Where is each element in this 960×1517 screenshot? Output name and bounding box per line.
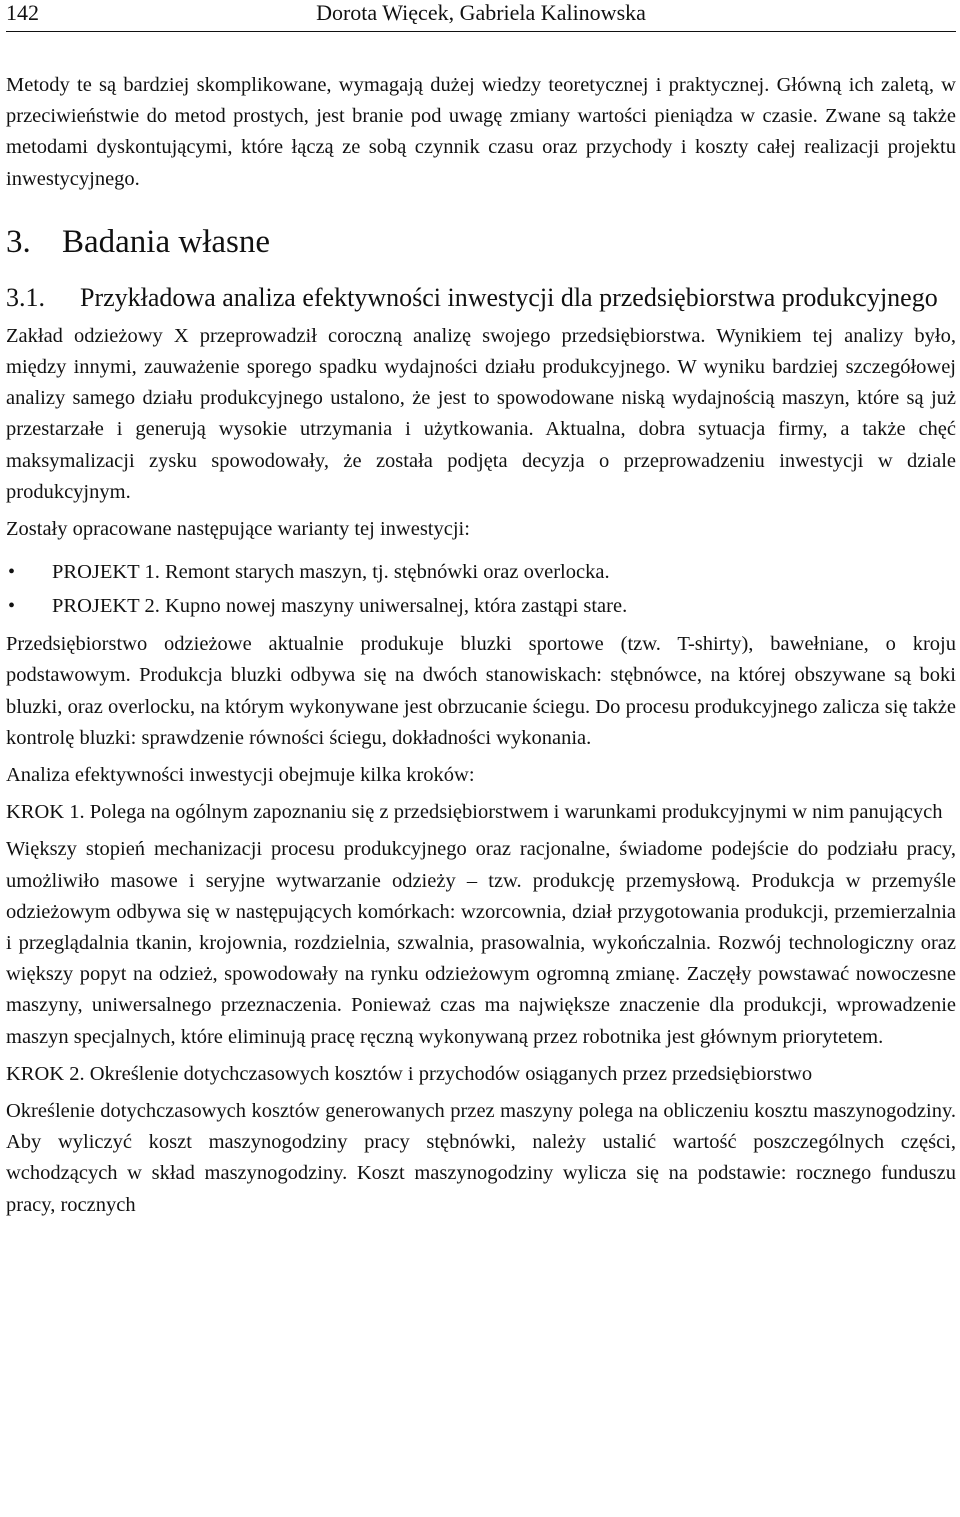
- paragraph-krok-1: KROK 1. Polega na ogólnym zapoznaniu się z przedsiębiorstwem i warunkami produkcyjnymi w nim panujących: [6, 801, 943, 824]
- subsection-title: Przykładowa analiza efektywności inwestycji dla przedsiębiorstwa produkcyjnego: [80, 282, 938, 312]
- paragraph-variants-intro: Zostały opracowane następujące warianty tej inwestycji:: [6, 518, 470, 541]
- project-1-text: PROJEKT 1. Remont starych maszyn, tj. stębnówki oraz overlocka.: [52, 561, 610, 584]
- page-body: [6, 70, 956, 1221]
- paragraph-production: Przedsiębiorstwo odzieżowe aktualnie produkuje bluzki sportowe (tzw. T-shirty), bawełniane, o kroju podstawowym. Produkcja bluzki odbywa się na dwóch stanowiskach: stębnówce, na której obszywane są boki bluzki, oraz overlocku, na którym wykonywane jest obrzucanie ściegu. Do procesu produkcyjnego zalicza się także kontrolę bluzki: sprawdzenie równości ściegu, dokładności wykonania.: [6, 633, 956, 749]
- subsection-heading: [6, 280, 956, 315]
- list-item: [6, 589, 956, 623]
- paragraph-analysis: Zakład odzieżowy X przeprowadził coroczną analizę swojego przedsiębiorstwa. Wynikiem tej analizy było, między innymi, zauważenie sporego spadku wydajności działu produkcyjnego. W wyniku bardziej szczegółowej analizy samego działu produkcyjnego ustalono, że jest to spowodowane niską wydajnością maszyn, które są już przestarzałe i generują wysokie utrzymania i użytkowania. Aktualna, dobra sytuacja firmy, a także chęć maksymalizacji zysku spowodowały, że została podjęta decyzja o przeprowadzeniu inwestycji w dziale produkcyjnym.: [6, 324, 956, 503]
- intro-paragraph: Metody te są bardziej skomplikowane, wymagają dużej wiedzy teoretycznej i praktycznej. Główną ich zaletą, w przeciwieństwie do metod prostych, jest branie pod uwagę zmiany wartości pieniądza w czasie. Zwane są także metodami dyskontującymi, które łączą ze sobą czynnik czasu oraz przychody i koszty całej realizacji projektu inwestycyjnego.: [6, 74, 956, 190]
- page-number: 142: [6, 0, 39, 25]
- subsection-number: 3.1.: [6, 282, 45, 312]
- paragraph-costs: Określenie dotychczasowych kosztów generowanych przez maszyny polega na obliczeniu kosztu maszynogodziny. Aby wyliczyć koszt maszynogodziny pracy stębnówki, należy ustalić wartość poszczególnych części, wchodzących w skład maszynogodziny. Koszt maszynogodziny wylicza się na podstawie: rocznego funduszu pracy, rocznych: [6, 1100, 956, 1216]
- section-heading: [6, 222, 956, 262]
- running-header: [6, 0, 956, 32]
- bullet-icon: •: [8, 561, 16, 584]
- paragraph-krok-2: KROK 2. Określenie dotychczasowych kosztów i przychodów osiąganych przez przedsiębiorstwo: [6, 1062, 813, 1085]
- list-item: [6, 555, 956, 589]
- paragraph-mechanization: Większy stopień mechanizacji procesu produkcyjnego oraz racjonalne, świadome podejście do podziału pracy, umożliwiło masowe i seryjne wytwarzanie odzieży – tzw. produkcję przemysłową. Produkcja w przemyśle odzieżowym odbywa się w następujących komórkach: wzorcownia, dział przygotowania produkcji, przemierzalnia i przeglądalnia tkanin, krojownia, rozdzielnia, szwalnia, prasowalnia, wykończalnia. Rozwój technologiczny oraz większy popyt na odzież, spowodowały na rynku odzieżowym ogromną zmianę. Zaczęły powstawać nowoczesne maszyny, uniwersalnego przeznaczenia. Ponieważ czas ma największe znaczenie dla produkcji, wprowadzenie maszyn specjalnych, które eliminują pracę ręczną wykonywaną przez robotnika jest głównym priorytetem.: [6, 838, 956, 1048]
- section-title: Badania własne: [62, 223, 271, 260]
- bullet-icon: •: [8, 595, 16, 618]
- header-authors: Dorota Więcek, Gabriela Kalinowska: [316, 0, 646, 25]
- section-number: 3.: [6, 223, 31, 260]
- project-list: [6, 555, 956, 623]
- paragraph-steps-intro: Analiza efektywności inwestycji obejmuje kilka kroków:: [6, 764, 475, 787]
- project-2-text: PROJEKT 2. Kupno nowej maszyny uniwersalnej, która zastąpi stare.: [52, 595, 628, 618]
